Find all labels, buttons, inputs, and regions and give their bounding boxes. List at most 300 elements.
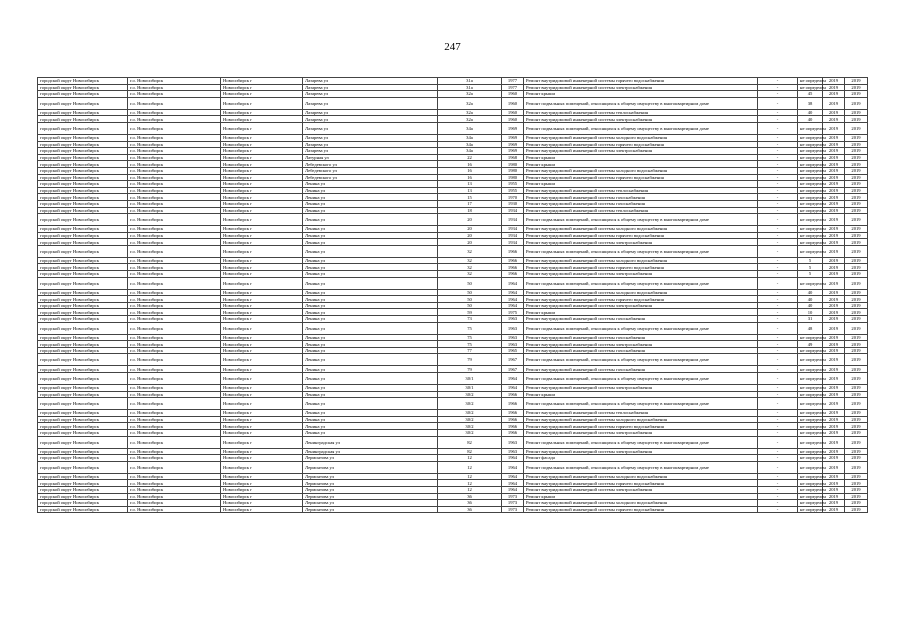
dash-cell: -: [758, 448, 798, 455]
start-year-cell: 2019: [823, 366, 845, 373]
house-number-cell: 75: [438, 322, 502, 334]
city-cell: Новосибирск г: [221, 194, 303, 201]
city-cell: Новосибирск г: [221, 322, 303, 334]
city-cell: Новосибирск г: [221, 461, 303, 473]
table-row: [38, 322, 868, 334]
end-year-cell: 2019: [845, 187, 868, 194]
dash-cell: -: [758, 391, 798, 398]
house-number-cell: 12: [438, 455, 502, 462]
start-year-cell: 2019: [823, 309, 845, 316]
work-type-cell: Ремонт внутридомовой инженерной системы электроснабжения: [524, 148, 758, 155]
district-cell: городской округ Новосибирск: [38, 214, 128, 226]
house-number-cell: 17: [438, 200, 502, 207]
table-row: [38, 302, 868, 309]
street-cell: Лермонтова ул: [303, 506, 438, 513]
house-number-cell: 22: [438, 154, 502, 161]
end-year-cell: 2019: [845, 423, 868, 430]
cost-cell: не определен: [798, 493, 823, 500]
cost-cell: не определен: [798, 486, 823, 493]
table-row: [38, 448, 868, 455]
municipality-cell: г.о. Новосибирск: [128, 167, 221, 174]
district-cell: городской округ Новосибирск: [38, 91, 128, 98]
municipality-cell: г.о. Новосибирск: [128, 116, 221, 123]
dash-cell: -: [758, 289, 798, 296]
work-type-cell: Ремонт внутридомовой инженерной системы горячего водоснабжения: [524, 264, 758, 271]
city-cell: Новосибирск г: [221, 429, 303, 436]
table-row: [38, 486, 868, 493]
work-type-cell: Ремонт внутридомовой инженерной системы электроснабжения: [524, 448, 758, 455]
street-cell: Лермонтова ул: [303, 486, 438, 493]
end-year-cell: 2019: [845, 391, 868, 398]
cost-cell: не определен: [798, 436, 823, 448]
dash-cell: -: [758, 461, 798, 473]
house-number-cell: 30/2: [438, 423, 502, 430]
end-year-cell: 2019: [845, 214, 868, 226]
table-row: [38, 78, 868, 85]
district-cell: городской округ Новосибирск: [38, 302, 128, 309]
municipality-cell: г.о. Новосибирск: [128, 257, 221, 264]
house-number-cell: 34а: [438, 122, 502, 134]
city-cell: Новосибирск г: [221, 141, 303, 148]
city-cell: Новосибирск г: [221, 214, 303, 226]
table-row: [38, 91, 868, 98]
city-cell: Новосибирск г: [221, 410, 303, 417]
build-year-cell: 1960: [502, 109, 524, 116]
end-year-cell: 2019: [845, 277, 868, 289]
end-year-cell: 2019: [845, 436, 868, 448]
work-type-cell: Ремонт подвальных помещений, относящихся к общему имуществу в многоквартирном доме: [524, 214, 758, 226]
dash-cell: -: [758, 239, 798, 246]
house-number-cell: 32: [438, 257, 502, 264]
table-row: [38, 461, 868, 473]
work-type-cell: Ремонт внутридомовой инженерной системы горячего водоснабжения: [524, 141, 758, 148]
table-row: [38, 493, 868, 500]
cost-cell: не определен: [798, 141, 823, 148]
end-year-cell: 2019: [845, 493, 868, 500]
work-type-cell: Ремонт подвальных помещений, относящихся к общему имуществу в многоквартирном доме: [524, 398, 758, 410]
table-row: [38, 245, 868, 257]
municipality-cell: г.о. Новосибирск: [128, 239, 221, 246]
street-cell: Ленина ул: [303, 271, 438, 278]
work-type-cell: Ремонт внутридомовой инженерной системы холодного водоснабжения: [524, 473, 758, 480]
table-row: [38, 134, 868, 141]
dash-cell: -: [758, 226, 798, 233]
district-cell: городской округ Новосибирск: [38, 271, 128, 278]
cost-cell: не определен: [798, 354, 823, 366]
cost-cell: не определен: [798, 207, 823, 214]
dash-cell: -: [758, 154, 798, 161]
city-cell: Новосибирск г: [221, 277, 303, 289]
build-year-cell: 1963: [502, 334, 524, 341]
house-number-cell: 13: [438, 181, 502, 188]
end-year-cell: 2019: [845, 347, 868, 354]
city-cell: Новосибирск г: [221, 207, 303, 214]
municipality-cell: г.о. Новосибирск: [128, 322, 221, 334]
district-cell: городской округ Новосибирск: [38, 289, 128, 296]
district-cell: городской округ Новосибирск: [38, 309, 128, 316]
build-year-cell: 1964: [502, 385, 524, 392]
dash-cell: -: [758, 334, 798, 341]
end-year-cell: 2019: [845, 486, 868, 493]
build-year-cell: 1963: [502, 341, 524, 348]
end-year-cell: 2019: [845, 289, 868, 296]
table-row: [38, 506, 868, 513]
district-cell: городской округ Новосибирск: [38, 207, 128, 214]
street-cell: Лазарева ул: [303, 78, 438, 85]
street-cell: Ленина ул: [303, 264, 438, 271]
build-year-cell: 1963: [502, 316, 524, 323]
dash-cell: -: [758, 347, 798, 354]
house-number-cell: 13: [438, 187, 502, 194]
work-type-cell: Ремонт внутридомовой инженерной системы горячего водоснабжения: [524, 78, 758, 85]
street-cell: Ленина ул: [303, 257, 438, 264]
street-cell: Лазарева ул: [303, 134, 438, 141]
start-year-cell: 2019: [823, 232, 845, 239]
city-cell: Новосибирск г: [221, 78, 303, 85]
work-type-cell: Ремонт подвальных помещений, относящихся к общему имуществу в многоквартирном доме: [524, 97, 758, 109]
dash-cell: -: [758, 506, 798, 513]
work-type-cell: Ремонт внутридомовой инженерной системы холодного водоснабжения: [524, 500, 758, 507]
end-year-cell: 2019: [845, 239, 868, 246]
table-row: [38, 116, 868, 123]
cost-cell: не определен: [798, 134, 823, 141]
table-row: [38, 257, 868, 264]
municipality-cell: г.о. Новосибирск: [128, 200, 221, 207]
table-body: [38, 78, 868, 513]
build-year-cell: 1964: [502, 296, 524, 303]
house-number-cell: 32а: [438, 116, 502, 123]
house-number-cell: 20: [438, 226, 502, 233]
street-cell: Ленина ул: [303, 316, 438, 323]
dash-cell: -: [758, 214, 798, 226]
work-type-cell: Ремонт внутридомовой инженерной системы электроснабжения: [524, 271, 758, 278]
house-number-cell: 12: [438, 461, 502, 473]
work-type-cell: Ремонт подвальных помещений, относящихся к общему имуществу в многоквартирном доме: [524, 354, 758, 366]
house-number-cell: 59: [438, 309, 502, 316]
dash-cell: -: [758, 116, 798, 123]
start-year-cell: 2019: [823, 316, 845, 323]
city-cell: Новосибирск г: [221, 239, 303, 246]
build-year-cell: 1969: [502, 148, 524, 155]
start-year-cell: 2019: [823, 334, 845, 341]
start-year-cell: 2019: [823, 416, 845, 423]
table-row: [38, 109, 868, 116]
table-row: [38, 316, 868, 323]
end-year-cell: 2019: [845, 500, 868, 507]
district-cell: городской округ Новосибирск: [38, 167, 128, 174]
house-number-cell: 12: [438, 486, 502, 493]
start-year-cell: 2019: [823, 78, 845, 85]
start-year-cell: 2019: [823, 187, 845, 194]
work-type-cell: Ремонт внутридомовой инженерной системы электроснабжения: [524, 302, 758, 309]
municipality-cell: г.о. Новосибирск: [128, 334, 221, 341]
build-year-cell: 1963: [502, 436, 524, 448]
table-row: [38, 500, 868, 507]
city-cell: Новосибирск г: [221, 500, 303, 507]
municipality-cell: г.о. Новосибирск: [128, 181, 221, 188]
municipality-cell: г.о. Новосибирск: [128, 341, 221, 348]
dash-cell: -: [758, 91, 798, 98]
dash-cell: -: [758, 161, 798, 168]
work-type-cell: Ремонт внутридомовой инженерной системы горячего водоснабжения: [524, 232, 758, 239]
district-cell: городской округ Новосибирск: [38, 296, 128, 303]
cost-cell: 48: [798, 322, 823, 334]
end-year-cell: 2019: [845, 302, 868, 309]
end-year-cell: 2019: [845, 506, 868, 513]
start-year-cell: 2019: [823, 174, 845, 181]
city-cell: Новосибирск г: [221, 398, 303, 410]
house-number-cell: 30/2: [438, 391, 502, 398]
street-cell: Ленина ул: [303, 302, 438, 309]
cost-cell: не определен: [798, 429, 823, 436]
house-number-cell: 30/2: [438, 410, 502, 417]
district-cell: городской округ Новосибирск: [38, 78, 128, 85]
district-cell: городской округ Новосибирск: [38, 347, 128, 354]
end-year-cell: 2019: [845, 174, 868, 181]
city-cell: Новосибирск г: [221, 161, 303, 168]
work-type-cell: Ремонт внутридомовой инженерной системы газоснабжения: [524, 366, 758, 373]
district-cell: городской округ Новосибирск: [38, 436, 128, 448]
house-number-cell: 15: [438, 194, 502, 201]
municipality-cell: г.о. Новосибирск: [128, 91, 221, 98]
district-cell: городской округ Новосибирск: [38, 245, 128, 257]
cost-cell: не определен: [798, 167, 823, 174]
build-year-cell: 1964: [502, 480, 524, 487]
cost-cell: не определен: [798, 181, 823, 188]
work-type-cell: Ремонт внутридомовой инженерной системы горячего водоснабжения: [524, 506, 758, 513]
municipality-cell: г.о. Новосибирск: [128, 366, 221, 373]
work-type-cell: Ремонт подвальных помещений, относящихся к общему имуществу в многоквартирном доме: [524, 373, 758, 385]
district-cell: городской округ Новосибирск: [38, 322, 128, 334]
city-cell: Новосибирск г: [221, 257, 303, 264]
house-number-cell: 12: [438, 473, 502, 480]
build-year-cell: 1963: [502, 448, 524, 455]
dash-cell: -: [758, 416, 798, 423]
build-year-cell: 1963: [502, 322, 524, 334]
district-cell: городской округ Новосибирск: [38, 316, 128, 323]
end-year-cell: 2019: [845, 97, 868, 109]
municipality-cell: г.о. Новосибирск: [128, 316, 221, 323]
start-year-cell: 2019: [823, 385, 845, 392]
table-row: [38, 194, 868, 201]
build-year-cell: 1966: [502, 245, 524, 257]
district-cell: городской округ Новосибирск: [38, 480, 128, 487]
district-cell: городской округ Новосибирск: [38, 423, 128, 430]
end-year-cell: 2019: [845, 296, 868, 303]
municipality-cell: г.о. Новосибирск: [128, 398, 221, 410]
cost-cell: не определен: [798, 506, 823, 513]
cost-cell: 40: [798, 116, 823, 123]
start-year-cell: 2019: [823, 207, 845, 214]
cost-cell: не определен: [798, 347, 823, 354]
dash-cell: -: [758, 200, 798, 207]
street-cell: Ленина ул: [303, 385, 438, 392]
street-cell: Лермонтова ул: [303, 461, 438, 473]
work-type-cell: Ремонт внутридомовой инженерной системы электроснабжения: [524, 84, 758, 91]
cost-cell: не определен: [798, 500, 823, 507]
end-year-cell: 2019: [845, 194, 868, 201]
municipality-cell: г.о. Новосибирск: [128, 207, 221, 214]
city-cell: Новосибирск г: [221, 154, 303, 161]
city-cell: Новосибирск г: [221, 486, 303, 493]
capital-repair-table: [37, 77, 868, 513]
work-type-cell: Ремонт фасада: [524, 455, 758, 462]
dash-cell: -: [758, 148, 798, 155]
municipality-cell: г.о. Новосибирск: [128, 500, 221, 507]
street-cell: Лебедевского ул: [303, 167, 438, 174]
district-cell: городской округ Новосибирск: [38, 385, 128, 392]
house-number-cell: 31а: [438, 84, 502, 91]
dash-cell: -: [758, 122, 798, 134]
work-type-cell: Ремонт крыши: [524, 91, 758, 98]
dash-cell: -: [758, 97, 798, 109]
page-number: 247: [444, 41, 461, 53]
municipality-cell: г.о. Новосибирск: [128, 391, 221, 398]
district-cell: городской округ Новосибирск: [38, 410, 128, 417]
start-year-cell: 2019: [823, 239, 845, 246]
dash-cell: -: [758, 296, 798, 303]
city-cell: Новосибирск г: [221, 84, 303, 91]
dash-cell: -: [758, 232, 798, 239]
house-number-cell: 20: [438, 232, 502, 239]
house-number-cell: 30/1: [438, 385, 502, 392]
street-cell: Лазарева ул: [303, 148, 438, 155]
dash-cell: -: [758, 257, 798, 264]
city-cell: Новосибирск г: [221, 181, 303, 188]
dash-cell: -: [758, 316, 798, 323]
street-cell: Ленина ул: [303, 416, 438, 423]
table-row: [38, 429, 868, 436]
house-number-cell: 20: [438, 239, 502, 246]
district-cell: городской округ Новосибирск: [38, 448, 128, 455]
table-row: [38, 122, 868, 134]
build-year-cell: 1955: [502, 187, 524, 194]
work-type-cell: Ремонт внутридомовой инженерной системы теплоснабжения: [524, 410, 758, 417]
table-row: [38, 181, 868, 188]
start-year-cell: 2019: [823, 302, 845, 309]
city-cell: Новосибирск г: [221, 245, 303, 257]
street-cell: Ленинградская ул: [303, 448, 438, 455]
build-year-cell: 1966: [502, 264, 524, 271]
cost-cell: не определен: [798, 423, 823, 430]
work-type-cell: Ремонт внутридомовой инженерной системы газоснабжения: [524, 334, 758, 341]
cost-cell: не определен: [798, 194, 823, 201]
street-cell: Ленина ул: [303, 423, 438, 430]
start-year-cell: 2019: [823, 493, 845, 500]
build-year-cell: 1964: [502, 461, 524, 473]
municipality-cell: г.о. Новосибирск: [128, 148, 221, 155]
table-row: [38, 423, 868, 430]
district-cell: городской округ Новосибирск: [38, 194, 128, 201]
work-type-cell: Ремонт внутридомовой инженерной системы электроснабжения: [524, 239, 758, 246]
build-year-cell: 1967: [502, 354, 524, 366]
start-year-cell: 2019: [823, 122, 845, 134]
table-row: [38, 200, 868, 207]
city-cell: Новосибирск г: [221, 116, 303, 123]
end-year-cell: 2019: [845, 257, 868, 264]
start-year-cell: 2019: [823, 148, 845, 155]
house-number-cell: 32: [438, 264, 502, 271]
street-cell: Ленина ул: [303, 296, 438, 303]
cost-cell: 49: [798, 341, 823, 348]
dash-cell: -: [758, 366, 798, 373]
start-year-cell: 2019: [823, 167, 845, 174]
cost-cell: не определен: [798, 473, 823, 480]
build-year-cell: 1968: [502, 154, 524, 161]
cost-cell: 5: [798, 264, 823, 271]
municipality-cell: г.о. Новосибирск: [128, 122, 221, 134]
build-year-cell: 1973: [502, 493, 524, 500]
house-number-cell: 32: [438, 245, 502, 257]
work-type-cell: Ремонт внутридомовой инженерной системы электроснабжения: [524, 116, 758, 123]
build-year-cell: 1934: [502, 239, 524, 246]
work-type-cell: Ремонт внутридомовой инженерной системы электроснабжения: [524, 486, 758, 493]
end-year-cell: 2019: [845, 78, 868, 85]
build-year-cell: 1966: [502, 257, 524, 264]
street-cell: Ленина ул: [303, 373, 438, 385]
street-cell: Лазарева ул: [303, 91, 438, 98]
municipality-cell: г.о. Новосибирск: [128, 373, 221, 385]
start-year-cell: 2019: [823, 506, 845, 513]
build-year-cell: 1966: [502, 271, 524, 278]
end-year-cell: 2019: [845, 91, 868, 98]
start-year-cell: 2019: [823, 341, 845, 348]
house-number-cell: 32а: [438, 91, 502, 98]
cost-cell: не определен: [798, 239, 823, 246]
build-year-cell: 1975: [502, 309, 524, 316]
cost-cell: не определен: [798, 416, 823, 423]
start-year-cell: 2019: [823, 91, 845, 98]
district-cell: городской округ Новосибирск: [38, 429, 128, 436]
city-cell: Новосибирск г: [221, 423, 303, 430]
start-year-cell: 2019: [823, 84, 845, 91]
dash-cell: -: [758, 341, 798, 348]
dash-cell: -: [758, 486, 798, 493]
street-cell: Ленина ул: [303, 347, 438, 354]
municipality-cell: г.о. Новосибирск: [128, 161, 221, 168]
district-cell: городской округ Новосибирск: [38, 341, 128, 348]
dash-cell: -: [758, 480, 798, 487]
municipality-cell: г.о. Новосибирск: [128, 506, 221, 513]
work-type-cell: Ремонт внутридомовой инженерной системы холодного водоснабжения: [524, 134, 758, 141]
street-cell: Лермонтова ул: [303, 480, 438, 487]
work-type-cell: Ремонт крыши: [524, 154, 758, 161]
end-year-cell: 2019: [845, 309, 868, 316]
table-row: [38, 473, 868, 480]
street-cell: Ленина ул: [303, 181, 438, 188]
cost-cell: не определен: [798, 480, 823, 487]
work-type-cell: Ремонт внутридомовой инженерной системы электроснабжения: [524, 385, 758, 392]
dash-cell: -: [758, 109, 798, 116]
build-year-cell: 1934: [502, 226, 524, 233]
end-year-cell: 2019: [845, 161, 868, 168]
table-row: [38, 341, 868, 348]
municipality-cell: г.о. Новосибирск: [128, 109, 221, 116]
end-year-cell: 2019: [845, 322, 868, 334]
start-year-cell: 2019: [823, 398, 845, 410]
end-year-cell: 2019: [845, 200, 868, 207]
work-type-cell: Ремонт крыши: [524, 493, 758, 500]
start-year-cell: 2019: [823, 200, 845, 207]
table-row: [38, 410, 868, 417]
build-year-cell: 1965: [502, 347, 524, 354]
city-cell: Новосибирск г: [221, 506, 303, 513]
house-number-cell: 82: [438, 436, 502, 448]
dash-cell: -: [758, 207, 798, 214]
district-cell: городской округ Новосибирск: [38, 232, 128, 239]
work-type-cell: Ремонт внутридомовой инженерной системы теплоснабжения: [524, 109, 758, 116]
city-cell: Новосибирск г: [221, 334, 303, 341]
